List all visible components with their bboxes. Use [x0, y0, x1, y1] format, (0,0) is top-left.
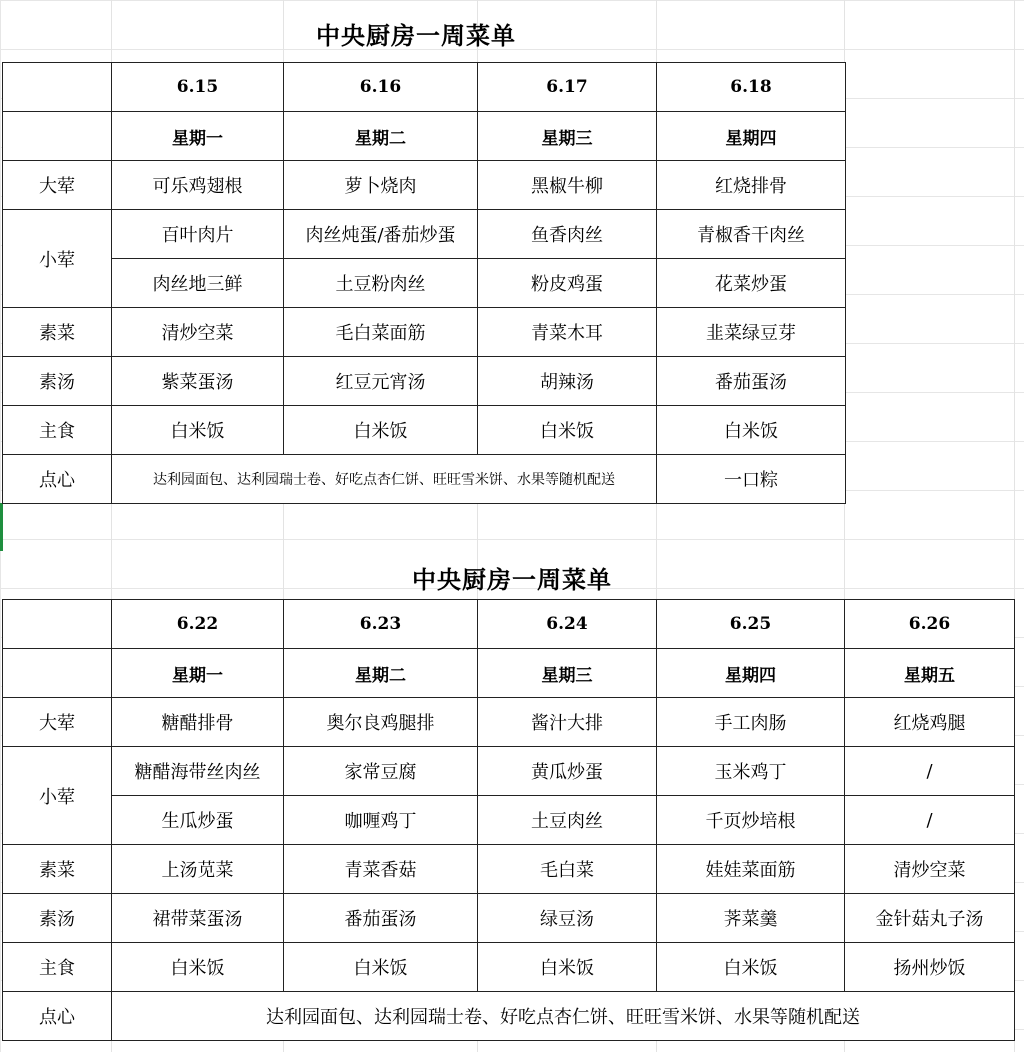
dish-cell: / — [845, 796, 1015, 845]
dish-cell: 番茄蛋汤 — [657, 357, 846, 406]
weekday-cell: 星期四 — [657, 649, 845, 698]
weekday-cell: 星期五 — [845, 649, 1015, 698]
dianxin-row — [3, 992, 1015, 1041]
date-cell: 6.24 — [478, 600, 657, 649]
dish-cell: 肉丝地三鲜 — [112, 259, 284, 308]
corner-cell — [3, 600, 112, 649]
dish-cell: 土豆粉肉丝 — [284, 259, 478, 308]
selection-marker — [0, 503, 3, 551]
xiaohun-row-1 — [3, 210, 846, 259]
dish-cell: 玉米鸡丁 — [657, 747, 845, 796]
dish-cell: 红烧鸡腿 — [845, 698, 1015, 747]
date-cell: 6.22 — [112, 600, 284, 649]
dish-cell: 番茄蛋汤 — [284, 894, 478, 943]
dahun-row — [3, 161, 846, 210]
dish-cell: 黄瓜炒蛋 — [478, 747, 657, 796]
date-cell: 6.18 — [657, 63, 846, 112]
date-row — [3, 63, 846, 112]
date-row — [3, 600, 1015, 649]
dianxin-row — [3, 455, 846, 504]
dahun-row — [3, 698, 1015, 747]
dish-cell: 毛白菜 — [478, 845, 657, 894]
menu-table-1 — [2, 62, 846, 504]
dish-cell: 红烧排骨 — [657, 161, 846, 210]
dish-cell: 糖醋海带丝肉丝 — [112, 747, 284, 796]
dish-cell: 白米饭 — [112, 943, 284, 992]
zhushi-row — [3, 406, 846, 455]
xiaohun-row-2 — [3, 259, 846, 308]
date-cell: 6.16 — [284, 63, 478, 112]
dish-cell: 青菜香菇 — [284, 845, 478, 894]
dish-cell: 可乐鸡翅根 — [112, 161, 284, 210]
dish-cell: 酱汁大排 — [478, 698, 657, 747]
row-label: 小荤 — [3, 210, 112, 308]
dish-cell: 糖醋排骨 — [112, 698, 284, 747]
dish-cell: 白米饭 — [478, 943, 657, 992]
dish-cell: 白米饭 — [478, 406, 657, 455]
weekday-row — [3, 649, 1015, 698]
menu-title-1: 中央厨房一周菜单 — [316, 21, 516, 50]
dish-cell: 裙带菜蛋汤 — [112, 894, 284, 943]
weekday-cell: 星期一 — [112, 112, 284, 161]
dish-cell: 毛白菜面筋 — [284, 308, 478, 357]
menu-table-2 — [2, 599, 1015, 1041]
dish-cell: 粉皮鸡蛋 — [478, 259, 657, 308]
row-label: 大荤 — [3, 698, 112, 747]
dish-cell: 土豆肉丝 — [478, 796, 657, 845]
snack-cell: 达利园面包、达利园瑞士卷、好吃点杏仁饼、旺旺雪米饼、水果等随机配送 — [112, 455, 657, 504]
dish-cell: 百叶肉片 — [112, 210, 284, 259]
row-label: 主食 — [3, 406, 112, 455]
dish-cell: 青菜木耳 — [478, 308, 657, 357]
dish-cell: 紫菜蛋汤 — [112, 357, 284, 406]
dish-cell: 红豆元宵汤 — [284, 357, 478, 406]
dish-cell: 荠菜羹 — [657, 894, 845, 943]
snack-cell: 达利园面包、达利园瑞士卷、好吃点杏仁饼、旺旺雪米饼、水果等随机配送 — [112, 992, 1015, 1041]
dish-cell: 扬州炒饭 — [845, 943, 1015, 992]
sucai-row — [3, 308, 846, 357]
dish-cell: 白米饭 — [284, 943, 478, 992]
weekday-cell: 星期三 — [478, 649, 657, 698]
xiaohun-row-1 — [3, 747, 1015, 796]
dish-cell: 咖喱鸡丁 — [284, 796, 478, 845]
sutang-row — [3, 894, 1015, 943]
dish-cell: 金针菇丸子汤 — [845, 894, 1015, 943]
snack-cell: 一口粽 — [657, 455, 846, 504]
date-cell: 6.25 — [657, 600, 845, 649]
menu-title-2: 中央厨房一周菜单 — [412, 565, 612, 594]
dish-cell: 青椒香干肉丝 — [657, 210, 846, 259]
dish-cell: 绿豆汤 — [478, 894, 657, 943]
dish-cell: 白米饭 — [657, 943, 845, 992]
dish-cell: 清炒空菜 — [845, 845, 1015, 894]
dish-cell: 白米饭 — [112, 406, 284, 455]
sutang-row — [3, 357, 846, 406]
weekday-cell: 星期二 — [284, 649, 478, 698]
dish-cell: 生瓜炒蛋 — [112, 796, 284, 845]
weekday-cell: 星期三 — [478, 112, 657, 161]
date-cell: 6.26 — [845, 600, 1015, 649]
sucai-row — [3, 845, 1015, 894]
dish-cell: 黑椒牛柳 — [478, 161, 657, 210]
weekday-cell: 星期一 — [112, 649, 284, 698]
corner-cell — [3, 63, 112, 112]
row-label: 素菜 — [3, 845, 112, 894]
weekday-cell: 星期二 — [284, 112, 478, 161]
row-label: 素汤 — [3, 357, 112, 406]
row-label: 点心 — [3, 992, 112, 1041]
date-cell: 6.15 — [112, 63, 284, 112]
dish-cell: 手工肉肠 — [657, 698, 845, 747]
date-cell: 6.17 — [478, 63, 657, 112]
dish-cell: 清炒空菜 — [112, 308, 284, 357]
dish-cell: 娃娃菜面筋 — [657, 845, 845, 894]
dish-cell: 肉丝炖蛋/番茄炒蛋 — [284, 210, 478, 259]
dish-cell: 韭菜绿豆芽 — [657, 308, 846, 357]
dish-cell: 家常豆腐 — [284, 747, 478, 796]
xiaohun-row-2 — [3, 796, 1015, 845]
weekday-cell: 星期四 — [657, 112, 846, 161]
corner-cell — [3, 112, 112, 161]
dish-cell: 白米饭 — [657, 406, 846, 455]
row-label: 小荤 — [3, 747, 112, 845]
weekday-row — [3, 112, 846, 161]
dish-cell: 奥尔良鸡腿排 — [284, 698, 478, 747]
zhushi-row — [3, 943, 1015, 992]
row-label: 点心 — [3, 455, 112, 504]
dish-cell: / — [845, 747, 1015, 796]
dish-cell: 萝卜烧肉 — [284, 161, 478, 210]
dish-cell: 胡辣汤 — [478, 357, 657, 406]
row-label: 素汤 — [3, 894, 112, 943]
row-label: 主食 — [3, 943, 112, 992]
dish-cell: 鱼香肉丝 — [478, 210, 657, 259]
date-cell: 6.23 — [284, 600, 478, 649]
row-label: 大荤 — [3, 161, 112, 210]
corner-cell — [3, 649, 112, 698]
dish-cell: 上汤苋菜 — [112, 845, 284, 894]
row-label: 素菜 — [3, 308, 112, 357]
dish-cell: 千页炒培根 — [657, 796, 845, 845]
dish-cell: 白米饭 — [284, 406, 478, 455]
dish-cell: 花菜炒蛋 — [657, 259, 846, 308]
